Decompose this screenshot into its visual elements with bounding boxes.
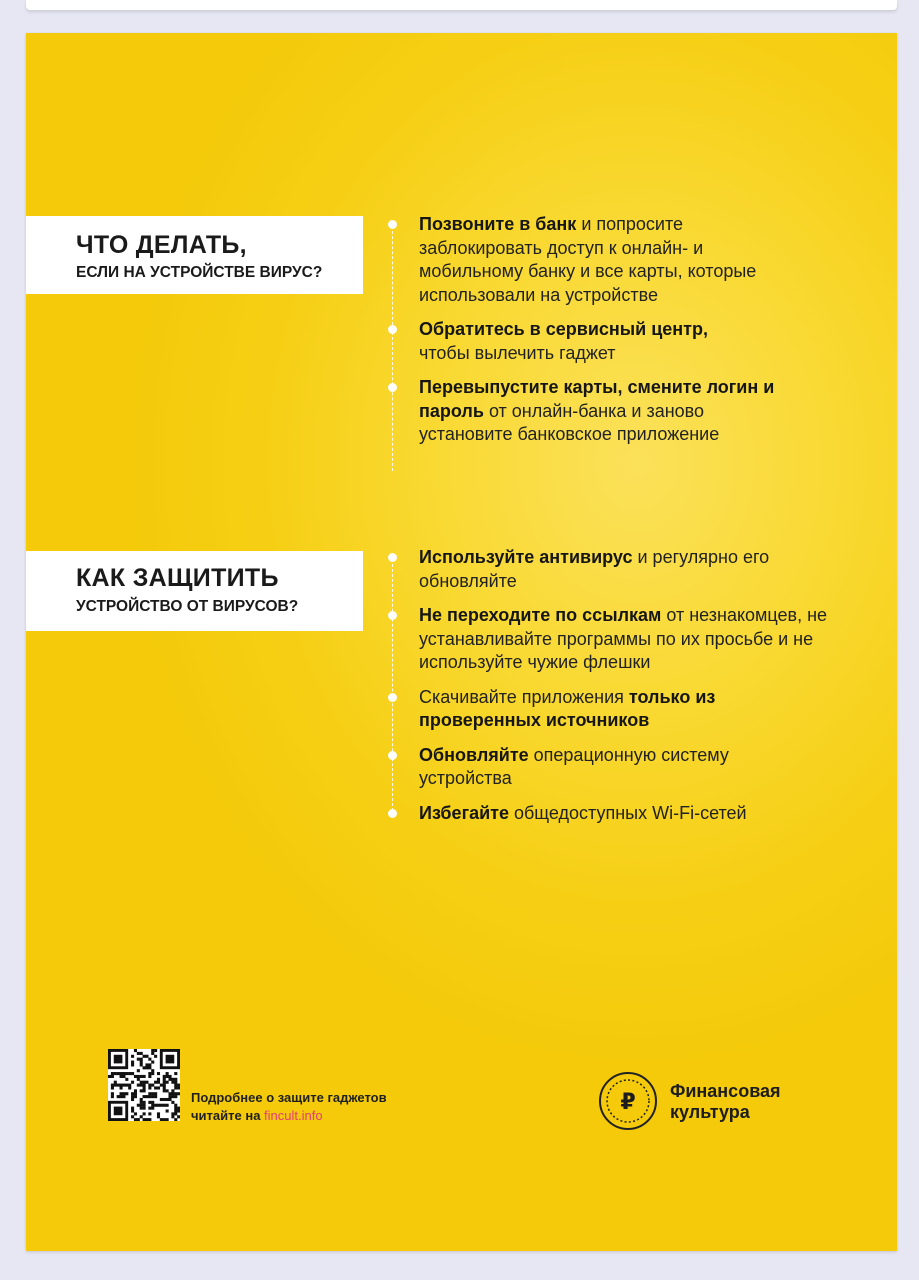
heading-subtitle: УСТРОЙСТВО ОТ ВИРУСОВ? (76, 598, 299, 615)
item-bold: только из проверенных источников (419, 686, 716, 730)
item-text: общедоступных Wi-Fi-сетей (508, 802, 747, 823)
ruble-symbol: ₽ (620, 1090, 636, 1115)
item-bold: Не переходите по ссылкам (419, 605, 662, 625)
qr-code-image (108, 1049, 180, 1121)
item-text: и попросите заблокировать доступ к онлайн- и мобильному банку и все карты, которые использовали на устройстве (419, 214, 757, 305)
brand-logo-text (670, 1081, 781, 1123)
item-text: от незнакомцев, не устанавливайте программы по их просьбе и не используйте чужие флешки (419, 605, 828, 672)
item-text: от онлайн-банка и заново установите банковское приложение (419, 400, 720, 444)
qr-code[interactable] (108, 1049, 180, 1121)
ruble-icon (601, 1074, 655, 1128)
item-text: чтобы вылечить гаджет (419, 342, 616, 363)
list-item (394, 686, 749, 733)
brand-name-line: Финансовая (670, 1081, 781, 1101)
item-bold: Обновляйте (419, 744, 529, 765)
item-bold: Позвоните в банк (419, 214, 577, 234)
item-bold: Перевыпустите карты, смените логин и пароль (419, 377, 775, 421)
item-text: и регулярно его обновляйте (419, 547, 770, 591)
protection-tips-list (394, 546, 844, 836)
previous-card-edge (26, 0, 897, 10)
heading-title: КАК ЗАЩИТИТЬ (76, 564, 279, 592)
item-text: Скачивайте приложения (419, 686, 629, 707)
list-item (394, 744, 779, 791)
qr-caption (191, 1089, 451, 1125)
list-item (394, 604, 844, 675)
item-bold: Избегайте (419, 802, 509, 823)
heading-title: ЧТО ДЕЛАТЬ, (76, 231, 247, 259)
heading-subtitle: ЕСЛИ НА УСТРОЙСТВЕ ВИРУС? (76, 264, 323, 281)
list-dashed-line (392, 554, 393, 816)
list-item (394, 213, 784, 307)
qr-caption-line (191, 1107, 451, 1125)
item-text: операционную систему устройства (419, 744, 729, 788)
list-item (394, 546, 819, 593)
qr-caption-text: читайте на (191, 1108, 265, 1123)
section-heading-virus (26, 216, 363, 294)
qr-caption-line: Подробнее о защите гаджетов (191, 1090, 387, 1105)
poster[interactable] (26, 33, 897, 1251)
fincult-link[interactable]: fincult.info (264, 1108, 323, 1123)
ruble-logo-icon (599, 1072, 657, 1130)
section-heading-protect (26, 551, 363, 631)
virus-actions-list (394, 213, 784, 458)
list-item (394, 318, 729, 365)
item-bold: Используйте антивирус (419, 547, 633, 567)
list-item (394, 802, 839, 826)
list-dashed-line (392, 221, 393, 471)
list-item (394, 376, 784, 447)
brand-name-line: культура (670, 1102, 750, 1122)
item-bold: Обратитесь в сервисный центр, (419, 319, 708, 339)
